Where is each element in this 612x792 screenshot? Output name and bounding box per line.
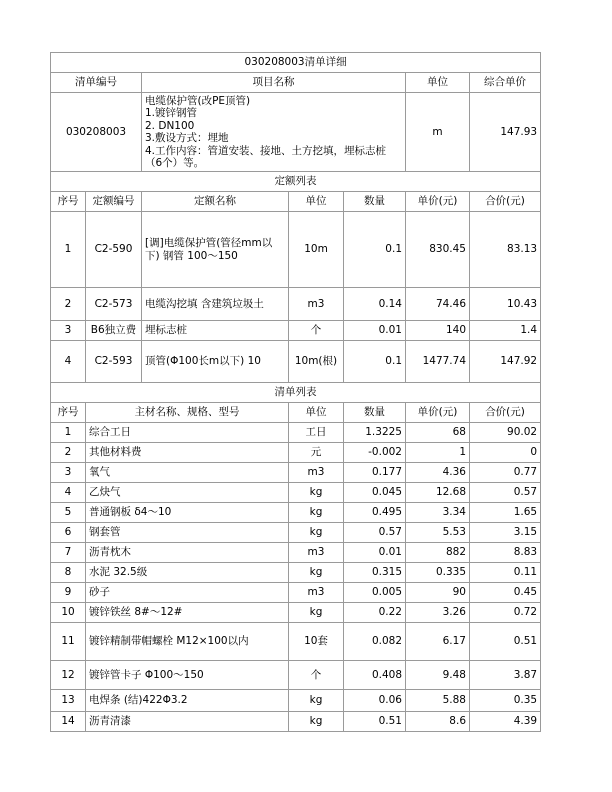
quota-unit: 个: [289, 321, 344, 341]
material-qty: 0.177: [344, 463, 406, 483]
material-row: [51, 583, 541, 603]
quota-col-code: 定额编号: [86, 192, 142, 212]
material-total: 90.02: [470, 423, 541, 443]
material-no: 7: [51, 543, 86, 563]
material-unit: kg: [289, 503, 344, 523]
material-qty: -0.002: [344, 443, 406, 463]
bill-detail-table: [50, 52, 541, 732]
quota-code: C2-590: [86, 212, 142, 288]
header-price: 综合单价: [470, 73, 541, 93]
material-qty: 1.3225: [344, 423, 406, 443]
item-name-line: 3.敷设方式：埋地: [145, 132, 229, 144]
quota-unit: 10m(根): [289, 341, 344, 383]
material-qty: 0.045: [344, 483, 406, 503]
material-row: [51, 712, 541, 732]
header-code: 清单编号: [51, 73, 142, 93]
material-no: 3: [51, 463, 86, 483]
material-row: [51, 690, 541, 712]
material-unit: 元: [289, 443, 344, 463]
material-unit: kg: [289, 603, 344, 623]
table-title: 030208003清单详细: [51, 53, 541, 73]
material-unit: kg: [289, 523, 344, 543]
quota-col-qty: 数量: [344, 192, 406, 212]
quota-col-no: 序号: [51, 192, 86, 212]
material-no: 11: [51, 623, 86, 661]
material-name: 镀锌精制带帽螺栓 M12×100以内: [86, 623, 289, 661]
material-no: 10: [51, 603, 86, 623]
material-total: 0.77: [470, 463, 541, 483]
material-qty: 0.082: [344, 623, 406, 661]
material-qty: 0.005: [344, 583, 406, 603]
material-name: 其他材料费: [86, 443, 289, 463]
material-unit: 工日: [289, 423, 344, 443]
material-qty: 0.57: [344, 523, 406, 543]
material-no: 8: [51, 563, 86, 583]
quota-price: 1477.74: [406, 341, 470, 383]
material-total: 0.51: [470, 623, 541, 661]
material-qty: 0.495: [344, 503, 406, 523]
material-total: 0.35: [470, 690, 541, 712]
item-price: 147.93: [470, 93, 541, 172]
item-name-line: 1.镀锌钢管: [145, 107, 198, 119]
material-price: 0.335: [406, 563, 470, 583]
material-name: 电焊条 (结)422Φ3.2: [86, 690, 289, 712]
material-name: 普通钢板 δ4～10: [86, 503, 289, 523]
material-row: [51, 443, 541, 463]
quota-name: 埋标志桩: [142, 321, 289, 341]
material-name: 乙炔气: [86, 483, 289, 503]
material-name: 沥青清漆: [86, 712, 289, 732]
quota-no: 4: [51, 341, 86, 383]
material-total: 0.45: [470, 583, 541, 603]
material-qty: 0.22: [344, 603, 406, 623]
material-total: 8.83: [470, 543, 541, 563]
material-total: 1.65: [470, 503, 541, 523]
material-rows: [51, 423, 541, 732]
material-qty: 0.01: [344, 543, 406, 563]
material-price: 90: [406, 583, 470, 603]
material-price: 12.68: [406, 483, 470, 503]
material-price: 1: [406, 443, 470, 463]
material-no: 1: [51, 423, 86, 443]
material-row: [51, 543, 541, 563]
material-price: 68: [406, 423, 470, 443]
material-unit: kg: [289, 563, 344, 583]
item-name-line: 电缆保护管(改PE顶管): [145, 94, 251, 107]
header-unit: 单位: [406, 73, 470, 93]
material-unit: 个: [289, 661, 344, 690]
material-total: 3.87: [470, 661, 541, 690]
quota-price: 140: [406, 321, 470, 341]
material-total: 0.57: [470, 483, 541, 503]
material-name: 镀锌铁丝 8#～12#: [86, 603, 289, 623]
material-unit: kg: [289, 712, 344, 732]
material-row: [51, 661, 541, 690]
material-row: [51, 423, 541, 443]
material-name: 氧气: [86, 463, 289, 483]
item-name-line: 2. DN100: [145, 119, 195, 132]
material-unit: m3: [289, 583, 344, 603]
quota-total: 1.4: [470, 321, 541, 341]
material-price: 3.26: [406, 603, 470, 623]
material-no: 4: [51, 483, 86, 503]
material-unit: m3: [289, 543, 344, 563]
header-name: 项目名称: [142, 73, 406, 93]
material-col-price: 单价(元): [406, 403, 470, 423]
quota-code: C2-573: [86, 288, 142, 321]
quota-code: C2-593: [86, 341, 142, 383]
quota-qty: 0.01: [344, 321, 406, 341]
material-total: 0.72: [470, 603, 541, 623]
quota-no: 1: [51, 212, 86, 288]
material-no: 14: [51, 712, 86, 732]
material-no: 12: [51, 661, 86, 690]
quota-name: 电缆沟挖填 含建筑垃圾土: [142, 288, 289, 321]
material-row: [51, 463, 541, 483]
quota-unit: m3: [289, 288, 344, 321]
item-name: [142, 93, 406, 172]
material-price: 5.53: [406, 523, 470, 543]
material-qty: 0.315: [344, 563, 406, 583]
quota-col-unit: 单位: [289, 192, 344, 212]
material-price: 6.17: [406, 623, 470, 661]
quota-row: [51, 341, 541, 383]
material-name: 钢套管: [86, 523, 289, 543]
material-price: 5.88: [406, 690, 470, 712]
quota-qty: 0.1: [344, 212, 406, 288]
material-col-qty: 数量: [344, 403, 406, 423]
material-total: 0: [470, 443, 541, 463]
material-qty: 0.06: [344, 690, 406, 712]
material-price: 882: [406, 543, 470, 563]
material-unit: kg: [289, 690, 344, 712]
quota-code: B6独立费: [86, 321, 142, 341]
material-qty: 0.408: [344, 661, 406, 690]
quota-row: [51, 321, 541, 341]
quota-row: [51, 212, 541, 288]
material-name: 沥青枕木: [86, 543, 289, 563]
material-col-no: 序号: [51, 403, 86, 423]
quota-name: [调]电缆保护管(管径mm以下) 钢管 100～150: [142, 212, 289, 288]
quota-qty: 0.1: [344, 341, 406, 383]
material-row: [51, 523, 541, 543]
quota-row: [51, 288, 541, 321]
quota-no: 3: [51, 321, 86, 341]
material-col-name: 主材名称、规格、型号: [86, 403, 289, 423]
material-no: 5: [51, 503, 86, 523]
item-unit: m: [406, 93, 470, 172]
material-price: 8.6: [406, 712, 470, 732]
material-price: 9.48: [406, 661, 470, 690]
material-col-unit: 单位: [289, 403, 344, 423]
material-qty: 0.51: [344, 712, 406, 732]
material-total: 0.11: [470, 563, 541, 583]
quota-total: 10.43: [470, 288, 541, 321]
material-price: 4.36: [406, 463, 470, 483]
material-row: [51, 483, 541, 503]
quota-col-name: 定额名称: [142, 192, 289, 212]
material-no: 13: [51, 690, 86, 712]
quota-total: 147.92: [470, 341, 541, 383]
material-row: [51, 503, 541, 523]
material-unit: kg: [289, 483, 344, 503]
material-name: 镀锌管卡子 Φ100～150: [86, 661, 289, 690]
material-total: 3.15: [470, 523, 541, 543]
material-unit: m3: [289, 463, 344, 483]
material-row: [51, 563, 541, 583]
material-row: [51, 623, 541, 661]
material-unit: 10套: [289, 623, 344, 661]
quota-name: 顶管(Φ100长m以下) 10: [142, 341, 289, 383]
quota-price: 74.46: [406, 288, 470, 321]
quota-col-price: 单价(元): [406, 192, 470, 212]
material-name: 水泥 32.5级: [86, 563, 289, 583]
material-no: 6: [51, 523, 86, 543]
quota-unit: 10m: [289, 212, 344, 288]
item-name-line: 4.工作内容：管道安装、接地、土方挖填，埋标志桩（6个）等。: [145, 144, 387, 169]
quota-no: 2: [51, 288, 86, 321]
quota-total: 83.13: [470, 212, 541, 288]
material-row: [51, 603, 541, 623]
quota-section-title: 定额列表: [51, 172, 541, 192]
material-name: 砂子: [86, 583, 289, 603]
quota-col-total: 合价(元): [470, 192, 541, 212]
material-no: 9: [51, 583, 86, 603]
material-no: 2: [51, 443, 86, 463]
quota-price: 830.45: [406, 212, 470, 288]
material-col-total: 合价(元): [470, 403, 541, 423]
material-total: 4.39: [470, 712, 541, 732]
material-name: 综合工日: [86, 423, 289, 443]
material-price: 3.34: [406, 503, 470, 523]
quota-qty: 0.14: [344, 288, 406, 321]
item-code: 030208003: [51, 93, 142, 172]
material-section-title: 清单列表: [51, 383, 541, 403]
